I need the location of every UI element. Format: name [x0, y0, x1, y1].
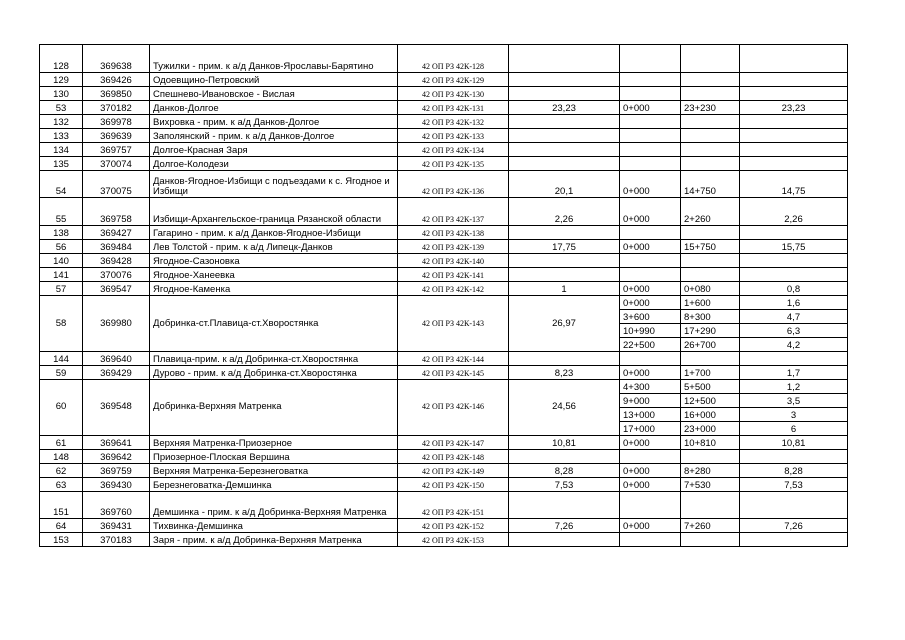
road-code: 42 ОП РЗ 42К-137 — [398, 198, 509, 226]
row-number: 64 — [40, 519, 83, 533]
road-id: 369430 — [83, 477, 150, 491]
road-code: 42 ОП РЗ 42К-153 — [398, 533, 509, 547]
segment-start: 22+500 — [620, 338, 681, 352]
segment-length: 4,7 — [740, 310, 848, 324]
segment-length: 6 — [740, 421, 848, 435]
road-name: Добринка-ст.Плавица-ст.Хворостянка — [150, 296, 398, 352]
segment-end: 10+810 — [681, 435, 740, 449]
segment-start: 0+000 — [620, 519, 681, 533]
segment-end — [681, 128, 740, 142]
segment-end — [681, 142, 740, 156]
road-name: Верхняя Матренка-Березнеговатка — [150, 463, 398, 477]
row-number: 132 — [40, 114, 83, 128]
segment-start: 0+000 — [620, 477, 681, 491]
table-row — [40, 86, 848, 100]
road-length — [509, 72, 620, 86]
segment-end: 5+500 — [681, 379, 740, 393]
road-name: Ягодное-Сазоновка — [150, 254, 398, 268]
row-number: 58 — [40, 296, 83, 352]
road-name: Вихровка - прим. к а/д Данков-Долгое — [150, 114, 398, 128]
table-row — [40, 128, 848, 142]
road-code: 42 ОП РЗ 42К-150 — [398, 477, 509, 491]
road-registry-table — [39, 44, 848, 547]
segment-end: 26+700 — [681, 338, 740, 352]
road-length — [509, 86, 620, 100]
segment-length — [740, 254, 848, 268]
segment-length: 1,6 — [740, 296, 848, 310]
row-number: 140 — [40, 254, 83, 268]
road-length: 2,26 — [509, 198, 620, 226]
table-row — [40, 379, 848, 393]
road-name: Приозерное-Плоская Вершина — [150, 449, 398, 463]
road-id: 369639 — [83, 128, 150, 142]
row-number: 59 — [40, 365, 83, 379]
road-name: Избищи-Архангельское-граница Рязанской области — [150, 198, 398, 226]
table-row — [40, 100, 848, 114]
segment-length: 2,26 — [740, 198, 848, 226]
segment-length: 0,8 — [740, 282, 848, 296]
segment-length — [740, 156, 848, 170]
segment-start: 13+000 — [620, 407, 681, 421]
road-id: 369759 — [83, 463, 150, 477]
road-code: 42 ОП РЗ 42К-134 — [398, 142, 509, 156]
road-length: 7,53 — [509, 477, 620, 491]
table-row — [40, 72, 848, 86]
segment-end — [681, 86, 740, 100]
segment-start — [620, 226, 681, 240]
segment-end — [681, 254, 740, 268]
segment-length: 7,26 — [740, 519, 848, 533]
road-id: 369640 — [83, 351, 150, 365]
segment-length: 1,2 — [740, 379, 848, 393]
road-name: Данков-Ягодное-Избищи с подъездами к с. Ягодное и Избищи — [150, 170, 398, 198]
segment-end — [681, 533, 740, 547]
segment-start: 0+000 — [620, 100, 681, 114]
segment-length: 10,81 — [740, 435, 848, 449]
segment-start — [620, 533, 681, 547]
row-number: 138 — [40, 226, 83, 240]
segment-end: 0+080 — [681, 282, 740, 296]
road-length: 10,81 — [509, 435, 620, 449]
segment-length — [740, 86, 848, 100]
segment-start — [620, 72, 681, 86]
road-name: Данков-Долгое — [150, 100, 398, 114]
road-length: 8,28 — [509, 463, 620, 477]
road-code: 42 ОП РЗ 42К-135 — [398, 156, 509, 170]
road-code: 42 ОП РЗ 42К-128 — [398, 45, 509, 73]
segment-length: 3,5 — [740, 393, 848, 407]
road-code: 42 ОП РЗ 42К-130 — [398, 86, 509, 100]
segment-length: 23,23 — [740, 100, 848, 114]
road-length — [509, 114, 620, 128]
road-name: Одоевщино-Петровский — [150, 72, 398, 86]
row-number: 60 — [40, 379, 83, 435]
segment-start — [620, 254, 681, 268]
row-number: 135 — [40, 156, 83, 170]
table-row — [40, 533, 848, 547]
segment-start — [620, 268, 681, 282]
segment-end — [681, 226, 740, 240]
segment-length — [740, 142, 848, 156]
road-id: 369638 — [83, 45, 150, 73]
road-name: Спешнево-Ивановское - Вислая — [150, 86, 398, 100]
segment-start: 0+000 — [620, 240, 681, 254]
road-code: 42 ОП РЗ 42К-146 — [398, 379, 509, 435]
segment-start — [620, 156, 681, 170]
road-id: 370183 — [83, 533, 150, 547]
segment-length: 7,53 — [740, 477, 848, 491]
row-number: 130 — [40, 86, 83, 100]
segment-start: 10+990 — [620, 324, 681, 338]
row-number: 129 — [40, 72, 83, 86]
road-id: 370076 — [83, 268, 150, 282]
segment-start: 0+000 — [620, 282, 681, 296]
segment-length — [740, 128, 848, 142]
table-row — [40, 45, 848, 73]
segment-start: 3+600 — [620, 310, 681, 324]
segment-end: 7+260 — [681, 519, 740, 533]
table-row — [40, 198, 848, 226]
segment-start: 0+000 — [620, 463, 681, 477]
road-length: 23,23 — [509, 100, 620, 114]
table-row — [40, 491, 848, 519]
road-id: 369757 — [83, 142, 150, 156]
segment-length: 14,75 — [740, 170, 848, 198]
road-id: 369758 — [83, 198, 150, 226]
segment-end: 12+500 — [681, 393, 740, 407]
road-name: Заполянский - прим. к а/д Данков-Долгое — [150, 128, 398, 142]
road-id: 369547 — [83, 282, 150, 296]
road-code: 42 ОП РЗ 42К-133 — [398, 128, 509, 142]
segment-end — [681, 449, 740, 463]
segment-length: 15,75 — [740, 240, 848, 254]
row-number: 56 — [40, 240, 83, 254]
road-length — [509, 533, 620, 547]
segment-start — [620, 491, 681, 519]
segment-end: 8+300 — [681, 310, 740, 324]
segment-length: 4,2 — [740, 338, 848, 352]
row-number: 128 — [40, 45, 83, 73]
road-id: 369428 — [83, 254, 150, 268]
road-name: Демшинка - прим. к а/д Добринка-Верхняя Матренка — [150, 491, 398, 519]
road-id: 369850 — [83, 86, 150, 100]
segment-length: 3 — [740, 407, 848, 421]
segment-end — [681, 491, 740, 519]
road-code: 42 ОП РЗ 42К-131 — [398, 100, 509, 114]
table-row — [40, 156, 848, 170]
segment-start: 0+000 — [620, 435, 681, 449]
road-name: Гагарино - прим. к а/д Данков-Ягодное-Избищи — [150, 226, 398, 240]
segment-start: 0+000 — [620, 198, 681, 226]
segment-end: 23+000 — [681, 421, 740, 435]
road-name: Тихвинка-Демшинка — [150, 519, 398, 533]
segment-end: 14+750 — [681, 170, 740, 198]
segment-start: 0+000 — [620, 365, 681, 379]
row-number: 62 — [40, 463, 83, 477]
segment-length — [740, 533, 848, 547]
segment-end — [681, 156, 740, 170]
segment-start: 4+300 — [620, 379, 681, 393]
row-number: 148 — [40, 449, 83, 463]
road-id: 369978 — [83, 114, 150, 128]
road-code: 42 ОП РЗ 42К-149 — [398, 463, 509, 477]
segment-end — [681, 351, 740, 365]
road-code: 42 ОП РЗ 42К-148 — [398, 449, 509, 463]
table-row — [40, 142, 848, 156]
segment-end: 8+280 — [681, 463, 740, 477]
segment-start: 0+000 — [620, 296, 681, 310]
segment-length: 6,3 — [740, 324, 848, 338]
road-id: 369426 — [83, 72, 150, 86]
road-code: 42 ОП РЗ 42К-140 — [398, 254, 509, 268]
row-number: 57 — [40, 282, 83, 296]
road-length — [509, 254, 620, 268]
table-row — [40, 114, 848, 128]
table-row — [40, 463, 848, 477]
segment-end: 17+290 — [681, 324, 740, 338]
row-number: 134 — [40, 142, 83, 156]
road-name: Тужилки - прим. к а/д Данков-Ярославы-Барятино — [150, 45, 398, 73]
segment-start — [620, 114, 681, 128]
table-row — [40, 282, 848, 296]
road-code: 42 ОП РЗ 42К-129 — [398, 72, 509, 86]
road-length — [509, 142, 620, 156]
road-name: Заря - прим. к а/д Добринка-Верхняя Матренка — [150, 533, 398, 547]
segment-end — [681, 72, 740, 86]
segment-end: 1+700 — [681, 365, 740, 379]
road-code: 42 ОП РЗ 42К-141 — [398, 268, 509, 282]
segment-start: 17+000 — [620, 421, 681, 435]
segment-end: 7+530 — [681, 477, 740, 491]
road-length — [509, 351, 620, 365]
table-row — [40, 365, 848, 379]
table-row — [40, 296, 848, 310]
road-name: Ягодное-Ханеевка — [150, 268, 398, 282]
road-code: 42 ОП РЗ 42К-144 — [398, 351, 509, 365]
row-number: 133 — [40, 128, 83, 142]
table-row — [40, 254, 848, 268]
segment-length — [740, 491, 848, 519]
row-number: 144 — [40, 351, 83, 365]
segment-start: 9+000 — [620, 393, 681, 407]
road-code: 42 ОП РЗ 42К-152 — [398, 519, 509, 533]
road-name: Долгое-Колодези — [150, 156, 398, 170]
segment-length — [740, 45, 848, 73]
row-number: 53 — [40, 100, 83, 114]
segment-length — [740, 268, 848, 282]
segment-length — [740, 114, 848, 128]
road-name: Плавица-прим. к а/д Добринка-ст.Хворостянка — [150, 351, 398, 365]
road-length: 7,26 — [509, 519, 620, 533]
row-number: 141 — [40, 268, 83, 282]
segment-length — [740, 449, 848, 463]
row-number: 54 — [40, 170, 83, 198]
road-code: 42 ОП РЗ 42К-147 — [398, 435, 509, 449]
segment-end — [681, 45, 740, 73]
road-id: 369642 — [83, 449, 150, 463]
segment-start: 0+000 — [620, 170, 681, 198]
row-number: 151 — [40, 491, 83, 519]
road-length — [509, 226, 620, 240]
row-number: 153 — [40, 533, 83, 547]
table-row — [40, 449, 848, 463]
road-name: Верхняя Матренка-Приозерное — [150, 435, 398, 449]
road-code: 42 ОП РЗ 42К-143 — [398, 296, 509, 352]
road-length — [509, 268, 620, 282]
road-length: 1 — [509, 282, 620, 296]
road-name: Ягодное-Каменка — [150, 282, 398, 296]
road-length — [509, 156, 620, 170]
road-length: 8,23 — [509, 365, 620, 379]
segment-length — [740, 351, 848, 365]
table-row — [40, 170, 848, 198]
road-code: 42 ОП РЗ 42К-139 — [398, 240, 509, 254]
road-id: 369484 — [83, 240, 150, 254]
road-name: Лев Толстой - прим. к а/д Липецк-Данков — [150, 240, 398, 254]
segment-length — [740, 72, 848, 86]
segment-start — [620, 128, 681, 142]
road-name: Березнеговатка-Демшинка — [150, 477, 398, 491]
segment-start — [620, 351, 681, 365]
road-id: 369548 — [83, 379, 150, 435]
segment-start — [620, 86, 681, 100]
road-code: 42 ОП РЗ 42К-138 — [398, 226, 509, 240]
road-name: Добринка-Верхняя Матренка — [150, 379, 398, 435]
table-row — [40, 268, 848, 282]
road-length: 20,1 — [509, 170, 620, 198]
road-length — [509, 491, 620, 519]
road-code: 42 ОП РЗ 42К-136 — [398, 170, 509, 198]
segment-end — [681, 114, 740, 128]
road-id: 369431 — [83, 519, 150, 533]
road-length — [509, 45, 620, 73]
road-id: 369427 — [83, 226, 150, 240]
segment-length: 8,28 — [740, 463, 848, 477]
road-code: 42 ОП РЗ 42К-132 — [398, 114, 509, 128]
road-code: 42 ОП РЗ 42К-142 — [398, 282, 509, 296]
road-id: 370074 — [83, 156, 150, 170]
segment-length: 1,7 — [740, 365, 848, 379]
segment-start — [620, 142, 681, 156]
segment-end: 2+260 — [681, 198, 740, 226]
road-length — [509, 449, 620, 463]
table-row — [40, 435, 848, 449]
road-id: 369980 — [83, 296, 150, 352]
segment-end: 15+750 — [681, 240, 740, 254]
segment-start — [620, 45, 681, 73]
road-name: Дурово - прим. к а/д Добринка-ст.Хворостянка — [150, 365, 398, 379]
road-id: 369429 — [83, 365, 150, 379]
row-number: 63 — [40, 477, 83, 491]
segment-end: 1+600 — [681, 296, 740, 310]
table-row — [40, 519, 848, 533]
road-length: 17,75 — [509, 240, 620, 254]
road-length: 26,97 — [509, 296, 620, 352]
road-id: 370182 — [83, 100, 150, 114]
table-row — [40, 351, 848, 365]
road-length — [509, 128, 620, 142]
road-id: 369760 — [83, 491, 150, 519]
segment-length — [740, 226, 848, 240]
road-id: 369641 — [83, 435, 150, 449]
road-length: 24,56 — [509, 379, 620, 435]
segment-end: 23+230 — [681, 100, 740, 114]
row-number: 61 — [40, 435, 83, 449]
road-id: 370075 — [83, 170, 150, 198]
table-row — [40, 226, 848, 240]
row-number: 55 — [40, 198, 83, 226]
road-code: 42 ОП РЗ 42К-151 — [398, 491, 509, 519]
segment-end: 16+000 — [681, 407, 740, 421]
segment-start — [620, 449, 681, 463]
road-code: 42 ОП РЗ 42К-145 — [398, 365, 509, 379]
segment-end — [681, 268, 740, 282]
road-name: Долгое-Красная Заря — [150, 142, 398, 156]
table-row — [40, 240, 848, 254]
table-row — [40, 477, 848, 491]
